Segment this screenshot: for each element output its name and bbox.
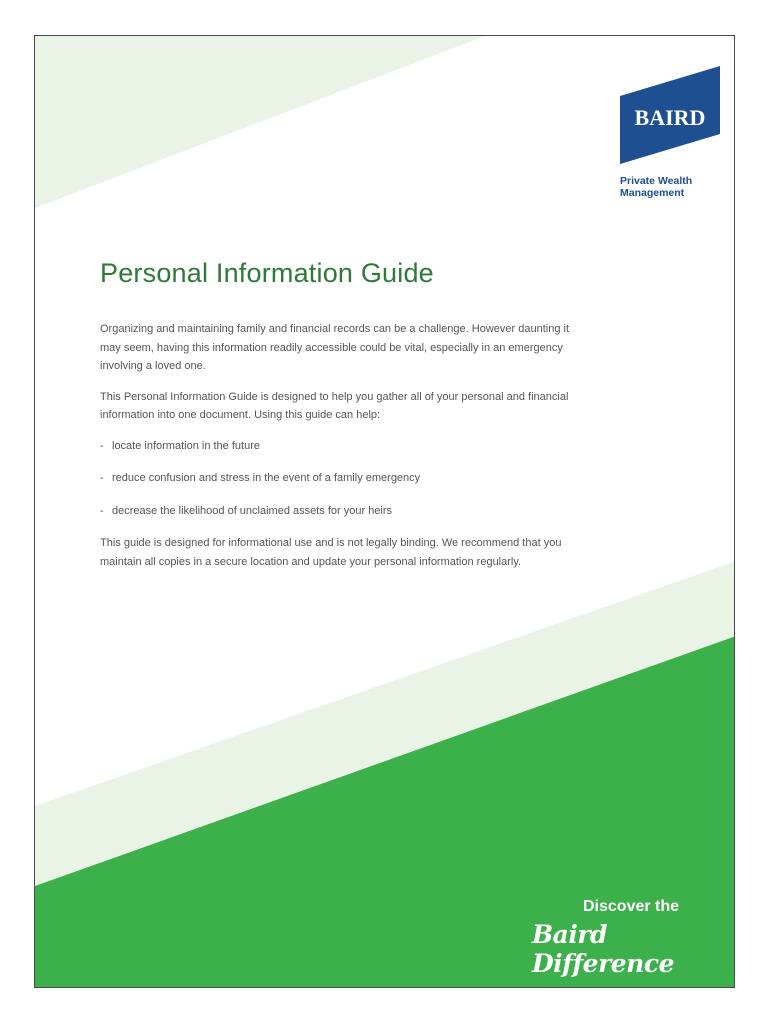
purpose-paragraph: This Personal Information Guide is designed to help you gather all of your personal and financial information into one document. Using this guide can help: — [100, 390, 569, 421]
list-item-text: decrease the likelihood of unclaimed assets for your heirs — [112, 504, 393, 517]
tagline-line1: Discover the — [583, 898, 680, 915]
bullet-marker: - — [100, 439, 104, 452]
benefits-list — [100, 437, 570, 521]
intro-paragraph: Organizing and maintaining family and financial records can be a challenge. However daunting it may seem, having this information readily accessible could be vital, especially in an emergency involving a loved one. — [100, 323, 569, 372]
logo-subtitle — [620, 175, 692, 199]
disclaimer-paragraph: This guide is designed for informational use and is not legally binding. We recommend that you maintain all copies in a secure location and update your personal information regularly. — [100, 537, 562, 568]
bullet-marker: - — [100, 504, 104, 517]
logo-sub-line2: Management — [620, 187, 685, 199]
list-item — [100, 469, 570, 488]
baird-logo-mark — [620, 66, 720, 166]
logo-text: BAIRD — [634, 105, 706, 130]
page-title: Personal Information Guide — [100, 258, 434, 288]
top-left-diagonal-band — [35, 36, 485, 208]
list-item — [100, 502, 570, 521]
logo-sub-line1: Private Wealth — [620, 175, 693, 187]
body-text — [100, 320, 570, 583]
baird-logo — [620, 66, 735, 166]
list-item — [100, 437, 570, 456]
bullet-marker: - — [100, 472, 104, 484]
list-item-text: locate information in the future — [112, 439, 260, 452]
list-item-text: reduce confusion and stress in the event of a family emergency — [112, 472, 421, 484]
document-page — [34, 35, 735, 988]
tagline-line2: Baird Difference — [532, 920, 674, 978]
